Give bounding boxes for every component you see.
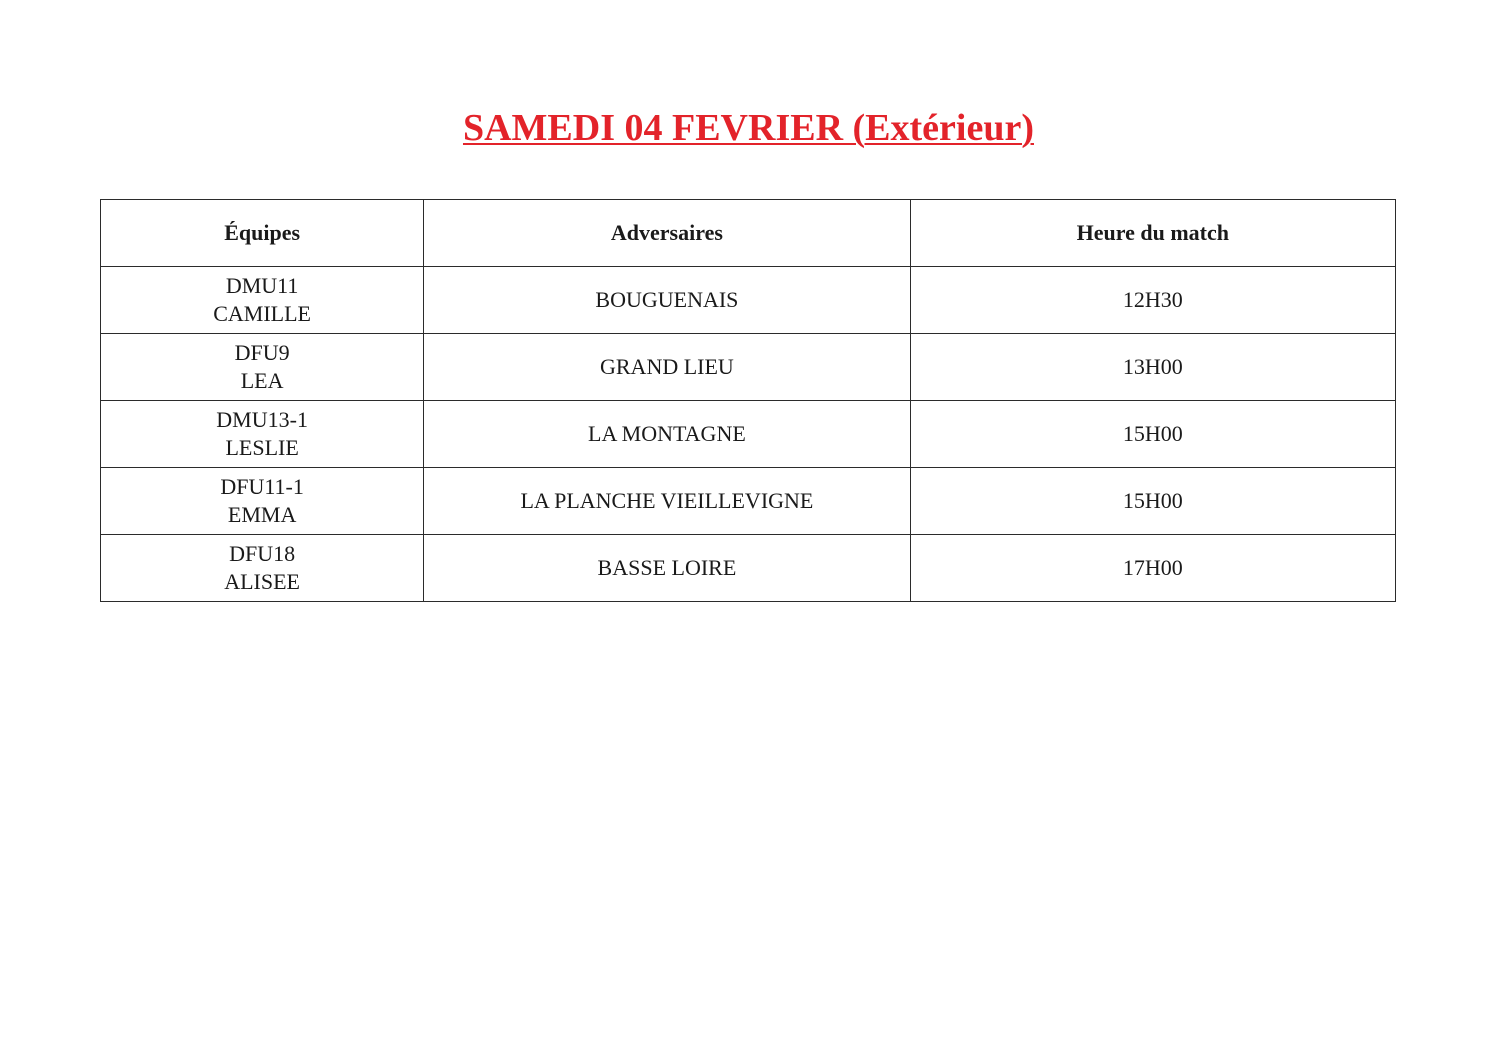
- header-team: Équipes: [101, 200, 424, 267]
- coach-name: LESLIE: [225, 435, 299, 460]
- opponent-cell: BASSE LOIRE: [424, 535, 910, 602]
- table-row: [101, 334, 1396, 401]
- time-cell: 15H00: [910, 401, 1395, 468]
- header-time: Heure du match: [910, 200, 1395, 267]
- coach-name: EMMA: [227, 502, 297, 527]
- table-row: [101, 401, 1396, 468]
- team-name: DMU11: [225, 273, 299, 298]
- team-cell: [101, 267, 424, 334]
- team-cell: [101, 535, 424, 602]
- match-schedule-table: [100, 199, 1396, 602]
- header-opponent: Adversaires: [424, 200, 910, 267]
- table-row: [101, 535, 1396, 602]
- coach-name: LEA: [240, 368, 284, 393]
- table-header-row: [101, 200, 1396, 267]
- coach-name: ALISEE: [224, 569, 300, 594]
- page-title: [0, 104, 1497, 152]
- time-cell: 13H00: [910, 334, 1395, 401]
- time-cell: 15H00: [910, 468, 1395, 535]
- opponent-cell: GRAND LIEU: [424, 334, 910, 401]
- opponent-cell: LA MONTAGNE: [424, 401, 910, 468]
- team-name: DMU13-1: [216, 407, 308, 432]
- team-name: DFU18: [229, 541, 296, 566]
- team-cell: [101, 468, 424, 535]
- table-row: [101, 468, 1396, 535]
- opponent-cell: LA PLANCHE VIEILLEVIGNE: [424, 468, 910, 535]
- page-title-text: SAMEDI 04 FEVRIER (Extérieur): [462, 107, 1034, 149]
- time-cell: 17H00: [910, 535, 1395, 602]
- team-name: DFU11-1: [220, 474, 304, 499]
- coach-name: CAMILLE: [213, 301, 311, 326]
- team-cell: [101, 334, 424, 401]
- table-row: [101, 267, 1396, 334]
- team-cell: [101, 401, 424, 468]
- time-cell: 12H30: [910, 267, 1395, 334]
- opponent-cell: BOUGUENAIS: [424, 267, 910, 334]
- team-name: DFU9: [234, 340, 290, 365]
